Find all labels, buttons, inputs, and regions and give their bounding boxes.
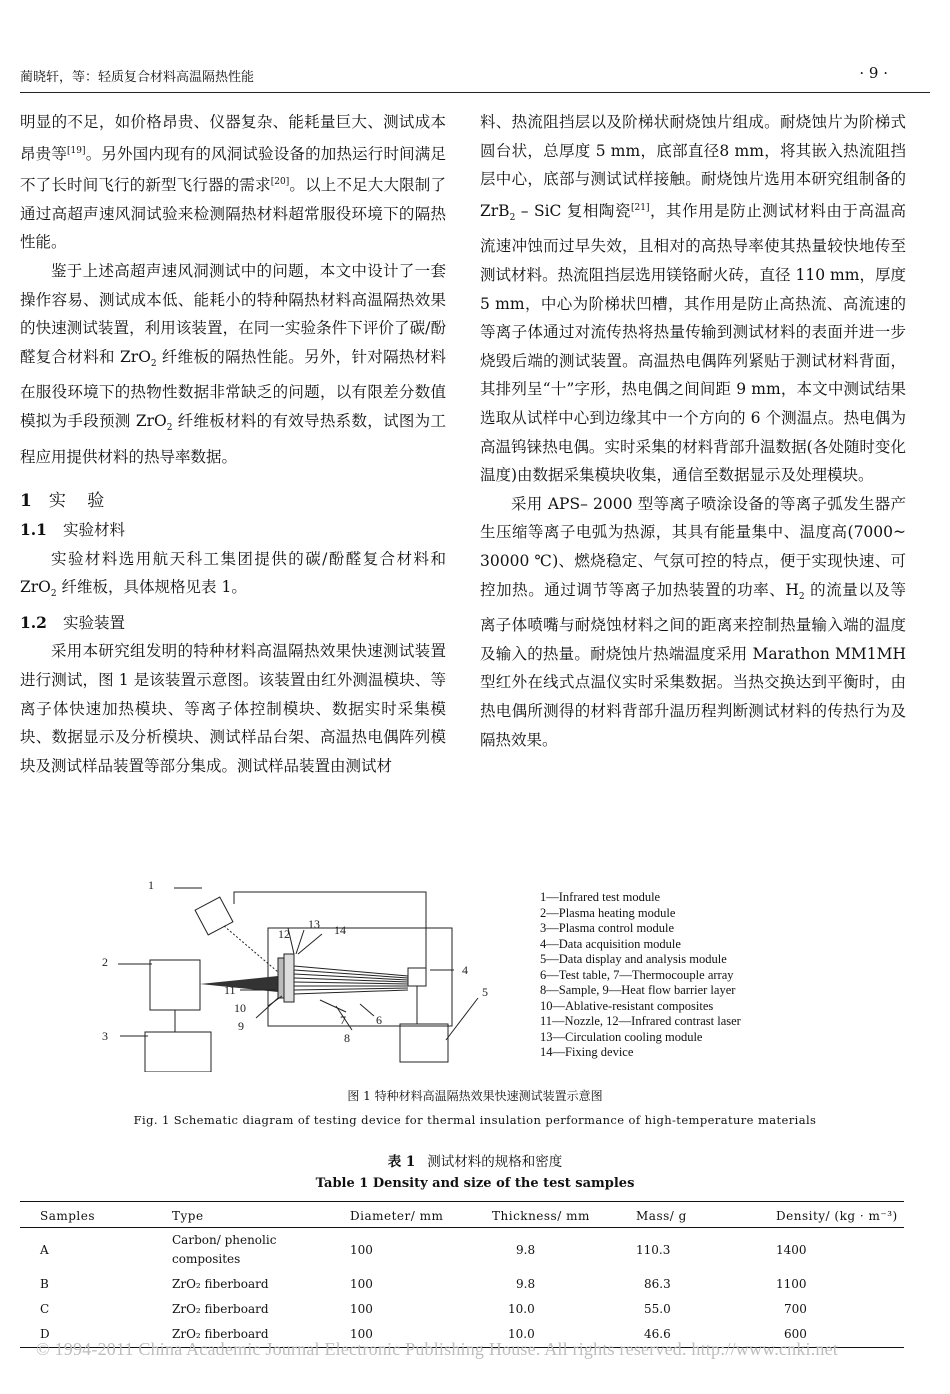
header-rule bbox=[20, 92, 930, 93]
svg-text:13: 13 bbox=[308, 917, 320, 931]
figure-caption-cn: 图 1 特种材料高温隔热效果快速测试装置示意图 bbox=[347, 1089, 603, 1103]
legend-item: 11—Nozzle, 12—Infrared contrast laser bbox=[540, 1014, 741, 1028]
legend-item: 2—Plasma heating module bbox=[540, 905, 676, 920]
figure-caption-en: Fig. 1 Schematic diagram of testing device for thermal insulation performance of high-temperature materials bbox=[133, 1113, 817, 1127]
acquisition-box bbox=[408, 968, 426, 986]
paragraph: 采用 APS– 2000 型等离子喷涂设备的等离子弧发生器产生压缩等离子电弧为热源，其具有能量集中、温度高(7000~ 30000 ℃)、燃烧稳定、气氛可控的特点，便于实现快速、可控加热。通过调节等离子加热装置的功率、$H_2$ 的流量以及等离子体喷嘴与耐烧蚀材料之间的距离来控制热量输入端的温度及输入的热量。耐烧蚀片热端温度采用 Marathon MM1MH 型红外在线式点温仪实时采集数据。当热交换达到平衡时，由热电偶所测得的材料背部升温历程判断测试材料的传热行为及隔热效果。 bbox=[480, 494, 906, 749]
svg-text:14: 14 bbox=[334, 923, 346, 937]
column-header: Type bbox=[152, 1202, 330, 1228]
figure-legend bbox=[540, 890, 741, 1061]
barrier-layer bbox=[278, 958, 284, 998]
samples-table bbox=[20, 1201, 904, 1348]
svg-text:3: 3 bbox=[102, 1029, 108, 1043]
svg-text:8: 8 bbox=[344, 1031, 350, 1045]
svg-text:12: 12 bbox=[278, 927, 290, 941]
left-column bbox=[20, 108, 446, 780]
svg-text:2: 2 bbox=[102, 955, 108, 969]
svg-text:10: 10 bbox=[234, 1001, 246, 1015]
sample-block bbox=[284, 954, 294, 1002]
svg-text:1: 1 bbox=[148, 878, 154, 892]
legend-item: 3—Plasma control module bbox=[540, 921, 675, 935]
plasma-control-box bbox=[145, 1032, 211, 1072]
svg-text:4: 4 bbox=[462, 963, 468, 977]
legend-item: 10—Ablative-resistant composites bbox=[540, 998, 714, 1013]
svg-text:11: 11 bbox=[224, 983, 236, 997]
paragraph: 实验材料选用航天科工集团提供的碳/酚醛复合材料和 ZrO$_2$ 纤维板，具体规格见表 1。 bbox=[20, 549, 446, 600]
table-row: D ZrO₂ fiberboard 100 10.0 46.6 600 bbox=[20, 1322, 904, 1348]
citation: [21] bbox=[631, 202, 650, 213]
paragraph: 鉴于上述高超声速风洞测试中的问题，本文中设计了一套操作容易、测试成本低、能耗小的特种隔热材料高温隔热效果的快速测试装置，利用该装置，在同一实验条件下评价了碳/酚醛复合材料和 ZrO$_2$ 纤维板的隔热性能。另外，针对隔热材料在服役环境下的热物性数据非常缺乏的问题，以有限差分数值模拟为手段预测 ZrO$_2$ 纤维板材料的有效导热系数，试图为工程应用提供材料的热导率数据。 bbox=[20, 261, 446, 466]
legend-item: 1—Infrared test module bbox=[540, 890, 661, 904]
column-header: Density/ (kg · m⁻³) bbox=[756, 1202, 904, 1228]
page-number: · 9 · bbox=[859, 64, 888, 82]
legend-item: 8—Sample, 9—Heat flow barrier layer bbox=[540, 983, 736, 997]
svg-text:7: 7 bbox=[340, 1013, 346, 1027]
legend-item: 4—Data acquisition module bbox=[540, 936, 681, 951]
paragraph: 采用本研究组发明的特种材料高温隔热效果快速测试装置进行测试，图 1 是该装置示意图。该装置由红外测温模块、等离子体快速加热模块、等离子体控制模块、数据实时采集模块、数据显示及分析模块、测试样品台架、高温热电偶阵列模块及测试样品装置等部分集成。测试样品装置由测试材 bbox=[20, 642, 446, 775]
table-caption-cn: 表 1 测试材料的规格和密度 bbox=[387, 1154, 563, 1170]
section-heading: 1 实 验 bbox=[20, 491, 113, 512]
table-row: B ZrO₂ fiberboard 100 9.8 86.3 1100 bbox=[40, 1277, 807, 1291]
legend-item: 13—Circulation cooling module bbox=[540, 1029, 703, 1044]
subsection-heading: 1.2 实验装置 bbox=[20, 612, 125, 632]
svg-text:6: 6 bbox=[376, 1013, 382, 1027]
paragraph: 料、热流阻挡层以及阶梯状耐烧蚀片组成。耐烧蚀片为阶梯式圆台状，总厚度 5 mm，底部直径8 mm，将其嵌入热流阻挡层中心，底部与测试试样接触。耐烧蚀片选用本研究组制备的 ZrB$_2$ – SiC 复相陶瓷[21]，其作用是防止测试材料由于高温高流速冲蚀而过早失效，且相对的高热导率使其热量较快地传至测试材料。热流阻挡层选用镁铬耐火砖，直径 110 mm，厚度 5 mm，中心为阶梯状凹槽，其作用是防止高热流、高流速的等离子体通过对流传热将热量传输到测试材料的表面并进一步烧毁后端的测试装置。高温热电偶阵列紧贴于测试材料背面，其排列呈“十”字形，热电偶之间间距 9 mm，本文中测试结果选取从试样中心到边缘其中一个方向的 6 个测温点。热电偶为高温钨铼热电偶。实时采集的材料背部升温数据(各处随时变化温度)由数据采集模块收集，通信至数据显示及处理模块。 bbox=[480, 113, 906, 485]
copyright-footer: © 1994-2011 China Academic Journal Electronic Publishing House. All rights reserved. http://www.cnki.net bbox=[36, 1339, 839, 1359]
legend-item: 6—Test table, 7—Thermocouple array bbox=[540, 967, 734, 982]
column-header: Diameter/ mm bbox=[330, 1202, 472, 1228]
svg-text:5: 5 bbox=[482, 985, 488, 999]
table-header-row bbox=[20, 1202, 904, 1228]
display-box bbox=[400, 1024, 448, 1062]
column-header: Samples bbox=[20, 1202, 152, 1228]
legend-item: 14—Fixing device bbox=[540, 1045, 634, 1059]
citation: [19] bbox=[67, 145, 86, 156]
citation: [20] bbox=[270, 177, 290, 188]
subsection-heading: 1.1 实验材料 bbox=[20, 519, 125, 539]
figure-callout-labels bbox=[102, 878, 488, 1045]
legend-item: 5—Data display and analysis module bbox=[540, 952, 727, 966]
plasma-heating-box bbox=[150, 960, 200, 1010]
table-caption-en: Table 1 Density and size of the test samples bbox=[315, 1176, 635, 1191]
svg-text:9: 9 bbox=[238, 1019, 244, 1033]
device-schematic bbox=[90, 872, 510, 1072]
paragraph: 明显的不足，如价格昂贵、仪器复杂、能耗量巨大、测试成本昂贵等[19]。另外国内现有的风洞试验设备的加热运行时间满足不了长时间飞行的新型飞行器的需求[20]。以上不足大大限制了通过高超声速风洞试验来检测隔热材料超常服役环境下的隔热性能。 bbox=[20, 113, 446, 252]
column-header: Thickness/ mm bbox=[472, 1202, 616, 1228]
table-row: A Carbon/ phenolic composites 100 9.8 110.3 1400 bbox=[40, 1233, 807, 1266]
column-header: Mass/ g bbox=[616, 1202, 756, 1228]
table-row: C ZrO₂ fiberboard 100 10.0 55.0 700 bbox=[40, 1302, 807, 1316]
right-column bbox=[480, 108, 906, 754]
running-title: 蔺晓轩，等：轻质复合材料高温隔热性能 bbox=[20, 70, 255, 85]
